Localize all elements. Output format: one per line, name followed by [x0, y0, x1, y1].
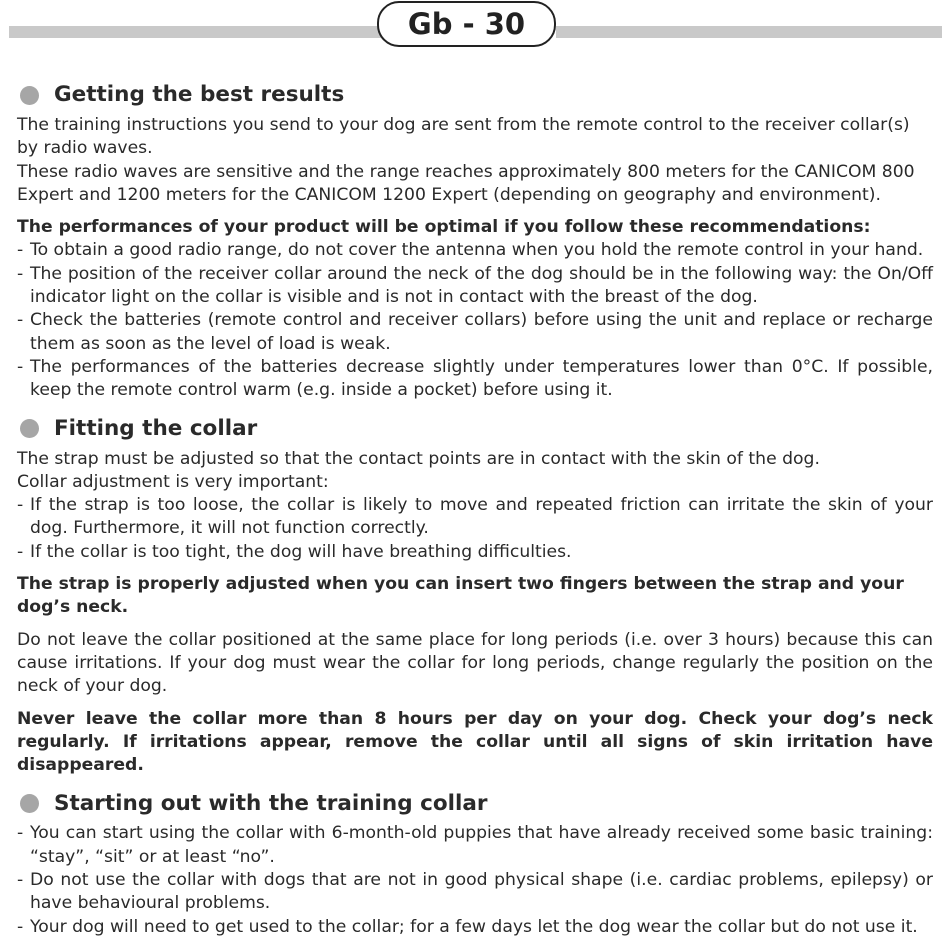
list-item: - You can start using the collar with 6-month-old puppies that have already received some basic training: “stay”, “sit” or at least “no”. [17, 822, 933, 869]
recommendations-note: The performances of your product will be optimal if you follow these recommendations: [17, 217, 871, 238]
list-item: - Do not use the collar with dogs that are not in good physical shape (i.e. cardiac problems, epilepsy) or have behavioural problems. [17, 869, 933, 916]
section-best-results [17, 81, 933, 403]
list-item: - To obtain a good radio range, do not cover the antenna when you hold the remote control in your hand. [17, 239, 933, 262]
adjustment-list [17, 494, 933, 564]
starting-list [17, 822, 933, 938]
section-title: Fitting the collar [54, 415, 258, 441]
adjustment-note: The strap is properly adjusted when you can insert two fingers between the strap and your dog’s neck. [17, 574, 904, 618]
page-number-badge: Gb - 30 [377, 1, 556, 47]
warning-note: Never leave the collar more than 8 hours per day on your dog. Check your dog’s neck regularly. If irritations appear, remove the collar until all signs of skin irritation have disappeared. [17, 708, 933, 776]
section-title: Starting out with the training collar [54, 790, 488, 816]
list-item: - Check the batteries (remote control and receiver collars) before using the unit and replace or recharge them as soon as the level of load is weak. [17, 309, 933, 356]
section-heading [17, 415, 933, 443]
list-item: - The position of the receiver collar around the neck of the dog should be in the following way: the On/Off indicator light on the collar is visible and is not in contact with the breast of the dog. [17, 263, 933, 310]
recommendations-list [17, 239, 933, 402]
list-item: - The performances of the batteries decrease slightly under temperatures lower than 0°C. If possible, keep the remote control warm (e.g. inside a pocket) before using it. [17, 356, 933, 403]
list-item: - If the strap is too loose, the collar is likely to move and repeated friction can irritate the skin of your dog. Furthermore, it will not function correctly. [17, 494, 933, 541]
paragraph: Collar adjustment is very important: [17, 471, 329, 492]
paragraph: The strap must be adjusted so that the contact points are in contact with the skin of the dog. [17, 448, 820, 469]
header-rule-left [9, 26, 381, 38]
bullet-circle-icon [20, 419, 39, 438]
section-fitting-collar [17, 415, 933, 778]
manual-content [17, 81, 933, 939]
section-title: Getting the best results [54, 82, 345, 108]
paragraph: The training instructions you send to your dog are sent from the remote control to the receiver collar(s) by radio waves. [17, 115, 910, 159]
list-item: - Your dog will need to get used to the collar; for a few days let the dog wear the collar but do not use it. [17, 916, 933, 939]
list-item: - If the collar is too tight, the dog will have breathing difficulties. [17, 541, 933, 564]
bullet-circle-icon [20, 794, 39, 813]
bullet-circle-icon [20, 86, 39, 105]
section-heading [17, 81, 933, 109]
header-rule-right [556, 26, 942, 38]
paragraph: Do not leave the collar positioned at the same place for long periods (i.e. over 3 hours) because this can cause irritations. If your dog must wear the collar for long periods, change regularly the position on the neck of your dog. [17, 629, 933, 697]
paragraph: These radio waves are sensitive and the range reaches approximately 800 meters for the CANICOM 800 Expert and 1200 meters for the CANICOM 1200 Expert (depending on geography and environment). [17, 161, 915, 205]
section-heading [17, 789, 933, 817]
section-starting-out [17, 789, 933, 938]
